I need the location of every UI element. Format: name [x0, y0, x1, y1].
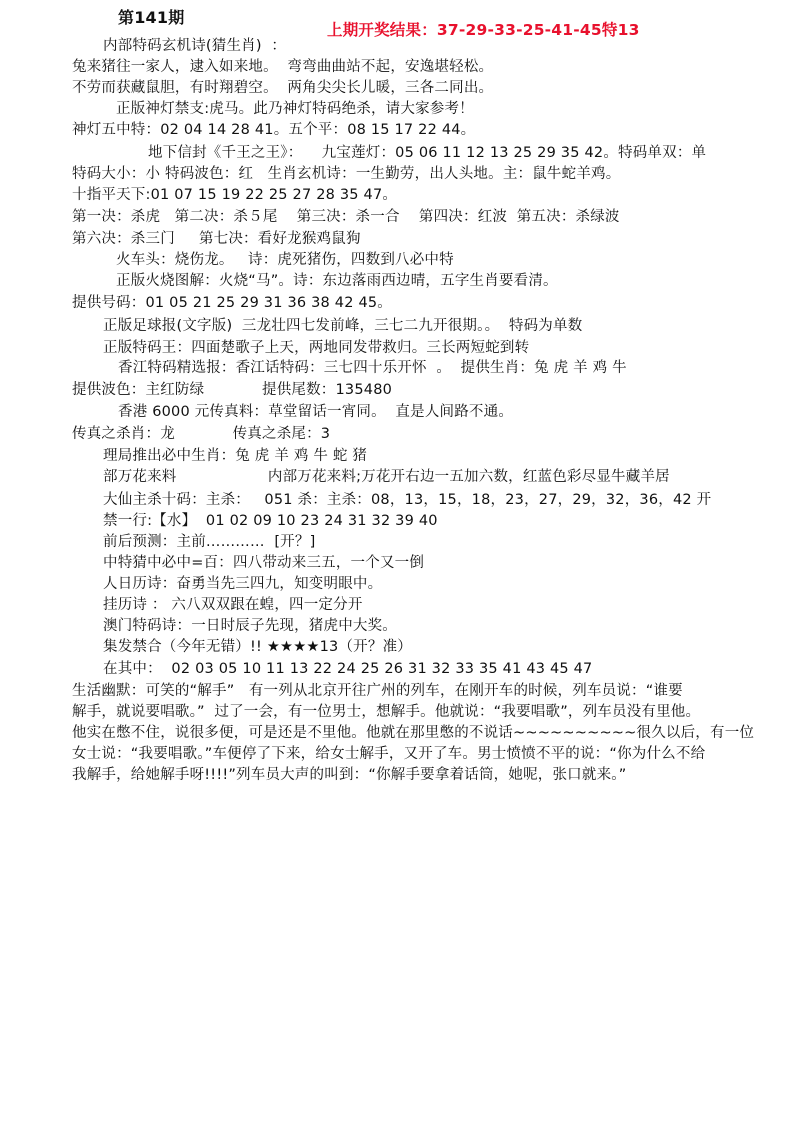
text-line: 挂历诗 ： 六八双双跟在蝗，四一定分开: [103, 597, 363, 613]
text-line: 十指平天下:01 07 15 19 22 25 27 28 35 47。: [72, 187, 398, 203]
humor-text-line: 生活幽默：可笑的“解手” 有一列从北京开往广州的列车，在刚开车的时候，列车员说：“谁要: [72, 683, 683, 699]
text-line: 正版特码王：四面楚歌子上天，两地同发带救归。三长两短蛇到转: [103, 340, 530, 356]
text-line: 第一决：杀虎 第二决：杀５尾 第三决：杀一合 第四决：红波 第五决：杀绿波: [72, 209, 620, 225]
humor-text-line: 我解手，给她解手呀!!!!”列车员大声的叫到：“你解手要拿着话筒，她呢，张口就来。”: [72, 767, 627, 783]
text-line: 集发禁合（今年无错）!! ★★★★13（开？准）: [103, 639, 412, 655]
text-line: 正版火烧图解：火烧“马”。诗：东边落雨西边晴，五字生肖要看清。: [116, 273, 558, 289]
text-line: 理局推出必中生肖：兔 虎 羊 鸡 牛 蛇 猪: [103, 448, 368, 464]
text-line: 禁一行:【水】 01 02 09 10 23 24 31 32 39 40: [103, 513, 438, 529]
text-line: 人日历诗：奋勇当先三四九，知变明眼中。: [103, 576, 383, 592]
humor-text-line: 他实在憋不住，说很多便，可是还是不里他。他就在那里憋的不说话~~~~~~~~~~很久以后，有一位: [72, 725, 755, 741]
text-line: 前后预测：主前………… [开？]: [103, 534, 316, 550]
text-line: 正版足球报(文字版) 三龙壮四七发前峰，三七二九开很期。。 特码为单数: [103, 318, 583, 334]
text-line: 不劳而获藏鼠胆，有时翔碧空。 两角尖尖长儿暖，三各二同出。: [72, 80, 494, 96]
text-line: 香江特码精选报：香江话特码：三七四十乐开怀 。 提供生肖：兔 虎 羊 鸡 牛: [118, 360, 627, 376]
text-line: 第六决：杀三门 第七决：看好龙猴鸡鼠狗: [72, 231, 361, 247]
humor-text-line: 女士说：“我要唱歌。”车便停了下来，给女士解手，又开了车。男士愤愤不平的说：“你为什么不给: [72, 746, 706, 762]
text-line: 中特猜中必中=百：四八带动来三五，一个又一倒: [103, 555, 425, 571]
text-line: 特码大小：小 特码波色：红 生肖玄机诗：一生勤劳，出人头地。主：鼠牛蛇羊鸡。: [72, 166, 621, 182]
text-line: 地下信封《千王之王》： 九宝莲灯：05 06 11 12 13 25 29 35 42。特码单双：单: [148, 145, 707, 161]
text-line: 部万花来料 内部万花来料;万花开右边一五加六数，红蓝色彩尽显牛藏羊居: [103, 469, 670, 485]
text-line: 提供号码：01 05 21 25 29 31 36 38 42 45。: [72, 295, 392, 311]
text-line: 澳门特码诗：一日时辰子先现，猪虎中大奖。: [103, 618, 397, 634]
text-line: 传真之杀肖：龙 传真之杀尾：3: [72, 426, 331, 442]
text-line: 兔来猪往一家人，逮入如来地。 弯弯曲曲站不起，安逸堪轻松。: [72, 59, 494, 75]
text-line: 提供波色：主红防绿 提供尾数：135480: [72, 382, 393, 398]
text-line: 内部特码玄机诗(猜生肖) ：: [103, 38, 287, 54]
text-line: 火车头：烧伤龙。 诗：虎死猪伤，四数到八必中特: [116, 252, 454, 268]
text-line: 神灯五中特：02 04 14 28 41。五个平：08 15 17 22 44。: [72, 122, 476, 138]
last-draw-result: 上期开奖结果：37-29-33-25-41-45特13: [327, 21, 640, 39]
text-line: 正版神灯禁支:虎马。此乃神灯特码绝杀，请大家参考！: [116, 101, 474, 117]
humor-text-line: 解手，就说要唱歌。” 过了一会，有一位男士，想解手。他就说：“我要唱歌”，列车员没有里他。: [72, 704, 701, 720]
text-line: 香港 6000 元传真料：草堂留话一宵同。 直是人间路不通。: [118, 404, 514, 420]
issue-number: 第141期: [118, 8, 185, 27]
text-line: 在其中： 02 03 05 10 11 13 22 24 25 26 31 32 33 35 41 43 45 47: [103, 661, 593, 677]
text-line: 大仙主杀十码：主杀： 051 杀：主杀：08，13，15，18，23，27，29，32，36，42 开: [103, 492, 712, 508]
